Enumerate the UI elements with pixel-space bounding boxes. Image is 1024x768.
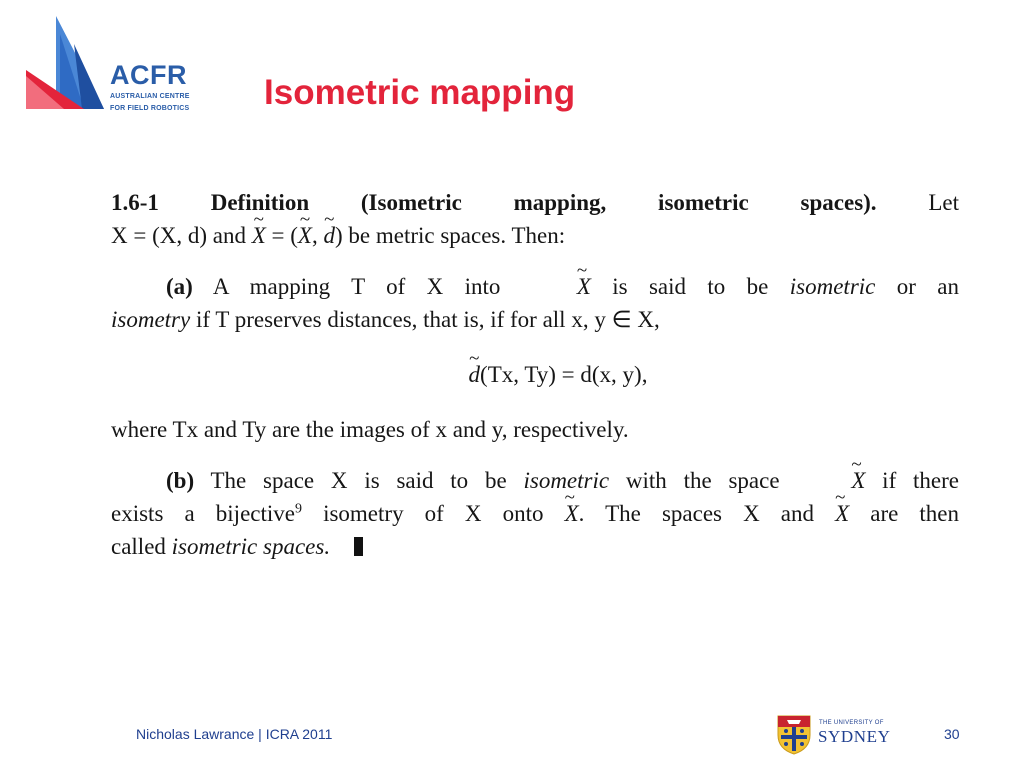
term-isometry: isometry [111,307,191,332]
part-b-line-1 [111,464,959,497]
part-a-label: (a) [166,274,193,299]
part-a-text-4: if T preserves distances, that is, if for all x, y ∈ X, [190,307,660,332]
let-word: Let [928,190,960,215]
page-number: 30 [944,726,960,742]
acfr-subtitle-1: AUSTRALIAN CENTRE [110,93,190,100]
x-tilde: ~ X [796,464,865,497]
spaces-text-2: = ( [265,223,298,248]
part-a-text-3: or an [875,274,959,299]
term-isometric-b: isometric [523,468,610,493]
d-tilde: ~ d [323,219,335,252]
formula-rest: (Tx, Ty) = d(x, y), [480,362,648,387]
term-isometric-spaces: isometric spaces. [171,534,331,559]
part-a-text-2: is said to be [590,274,790,299]
definition-number: 1.6-1 [111,190,159,215]
part-b-line-2 [111,497,959,530]
spaces-text-1: X = (X, d) and [111,223,252,248]
part-a-line-2 [111,303,959,336]
acfr-wordmark [110,62,190,113]
part-a-text-1: A mapping T of X into [192,274,522,299]
part-b-label: (b) [166,468,195,493]
usyd-crest-icon [775,713,813,755]
acfr-name: ACFR [110,60,187,90]
part-b-line-3 [111,530,959,563]
slide-title: Isometric mapping [264,73,576,112]
term-isometric: isometric [789,274,876,299]
spaces-text-4: ) be metric spaces. Then: [334,223,566,248]
usyd-name: SYDNEY [818,727,891,746]
part-b-text-3: if there [865,468,959,493]
formula [111,358,959,391]
x-tilde: ~ X [835,497,849,530]
x-tilde: ~ X [565,497,579,530]
definition-spaces-line [111,219,959,252]
footer-author: Nicholas Lawrance | ICRA 2011 [136,726,333,742]
definition-block [111,186,959,563]
usyd-logo [775,713,895,755]
part-a-line-1 [111,270,959,303]
part-b-text-1: The space X is said to be [194,468,524,493]
x-tilde: ~ X [298,219,312,252]
usyd-small-text: THE UNIVERSITY OF [819,720,884,726]
spaces-text-3: , [311,223,324,248]
part-b-text-7: are then [849,501,960,526]
part-b-text-6: . The spaces X and [578,501,836,526]
where-line: where Tx and Ty are the images of x and y, respectively. [111,417,629,442]
d-tilde: ~ d [469,358,481,391]
part-b-text-2: with the space [609,468,797,493]
x-tilde: ~ X [252,219,266,252]
acfr-logo [24,14,204,114]
qed-square-icon [354,537,363,556]
definition-heading: Definition (Isometric mapping, isometric spaces). [210,190,877,215]
part-b-text-8: called [111,534,172,559]
acfr-sail-icon [24,14,114,114]
acfr-subtitle-2: FOR FIELD ROBOTICS [110,105,190,112]
part-b-text-5: isometry of X onto [301,501,565,526]
definition-heading-line [111,186,959,219]
part-b-text-4: exists a bijective [111,501,295,526]
footnote-marker: 9 [294,501,302,517]
x-tilde: ~ X [522,270,591,303]
